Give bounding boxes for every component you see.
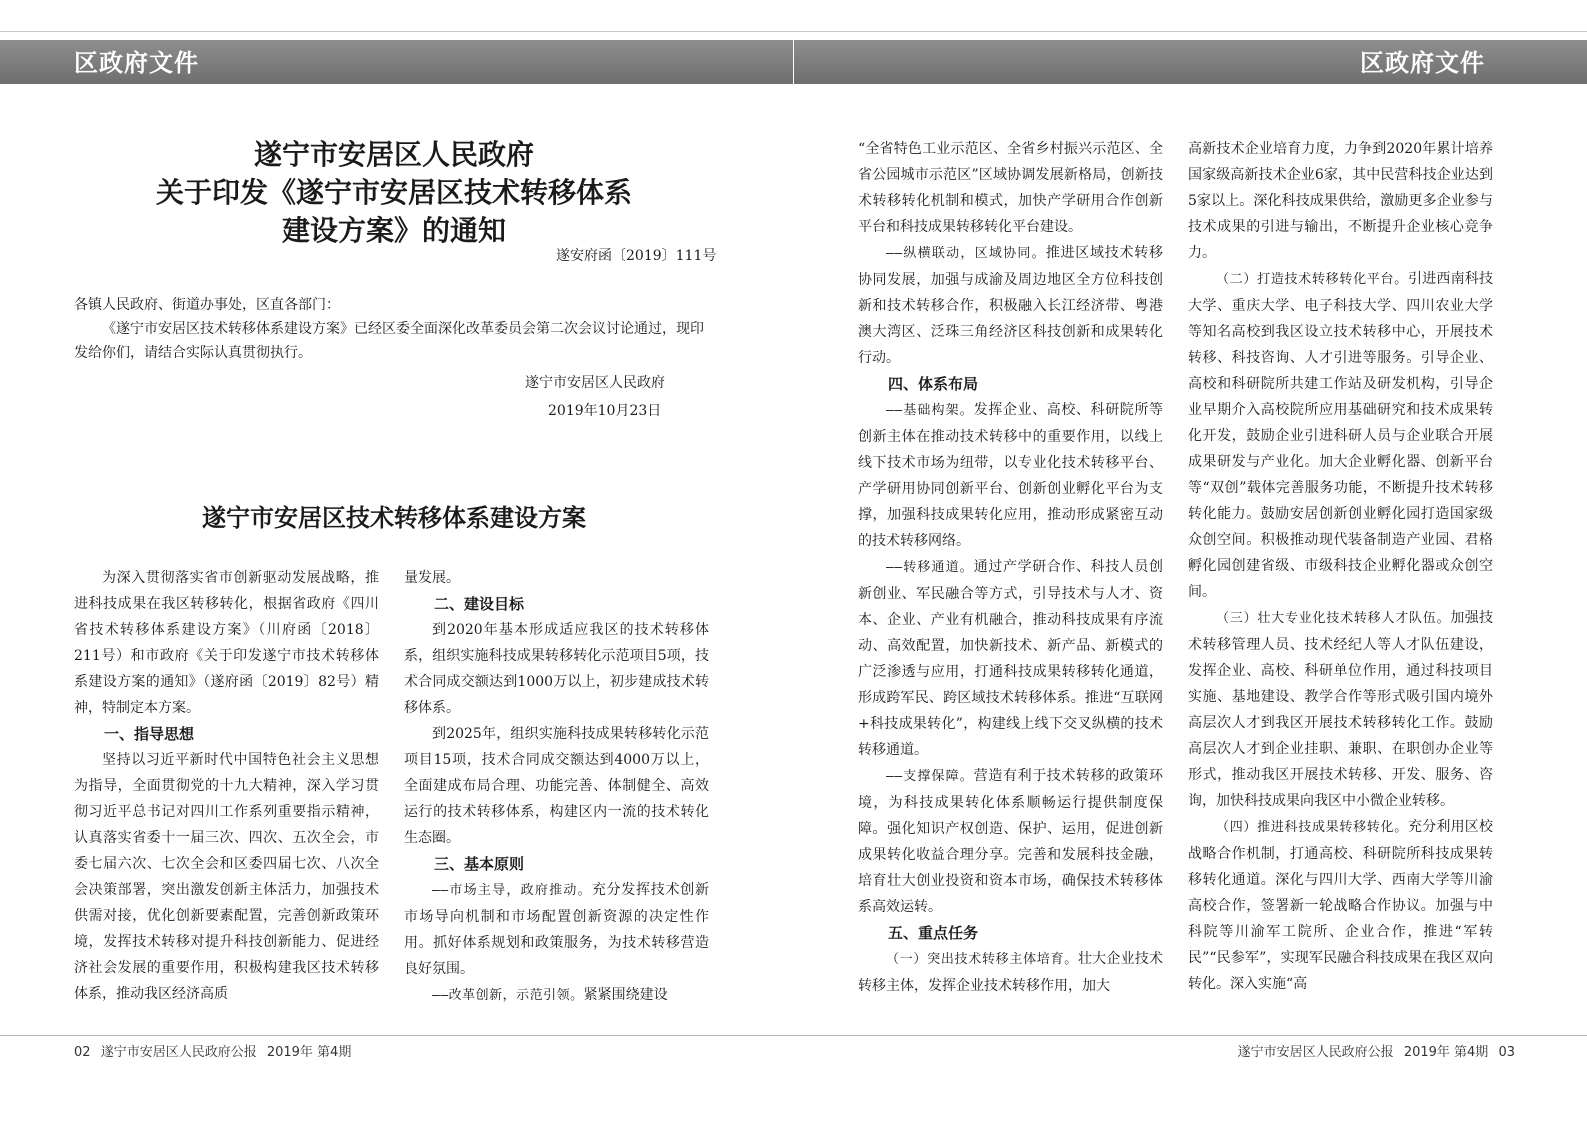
task-3-lead: （三）壮大专业化技术转移人才队伍。: [1216, 611, 1451, 626]
notice-title-line-3: 建设方案》的通知: [281, 214, 506, 247]
right-footer: [1238, 1041, 1515, 1060]
right-section-label: 区政府文件: [1360, 49, 1485, 77]
section-heading-5: 五、重点任务: [888, 924, 979, 942]
text-column-1: [74, 565, 379, 1007]
layout-1: [858, 397, 1163, 554]
right-issue: 2019年 第4期: [1403, 1045, 1489, 1060]
right-publication-name: 遂宁市安居区人民政府公报: [1237, 1045, 1394, 1060]
principle-1-lead: ——市场主导，政府推动。: [432, 883, 592, 898]
notice-issuer: 遂宁市安居区人民政府: [525, 375, 665, 391]
right-page-banner: [794, 40, 1587, 84]
notice-paragraph: 《遂宁市安居区技术转移体系建设方案》已经区委全面深化改革委员会第二次会议讨论通过，现印发给你们，请结合实际认真贯彻执行。: [74, 321, 704, 361]
layout-3-text: 营造有利于技术转移的政策环境，为科技成果转化体系顺畅运行提供制度保障。强化知识产权创造、保护、运用，促进创新成果转化收益合理分享。完善和发展科技金融，培育壮大创业投资和资本市场，确保技术转移体系高效运转。: [858, 768, 1164, 915]
plan-title: 遂宁市安居区技术转移体系建设方案: [202, 504, 586, 532]
section-heading-3: 三、基本原则: [434, 855, 525, 873]
task-1-continued: 高新技术企业培育力度，力争到2020年累计培养国家级高新技术企业6家，其中民营科技企业达到5家以上。深化科技成果供给，激励更多企业参与技术成果的引进与输出，不断提升企业核心竞争力。: [1188, 141, 1493, 261]
section-heading-2: 二、建设目标: [434, 595, 525, 613]
right-page-number: 03: [1498, 1045, 1515, 1060]
text-column-3: [858, 136, 1163, 999]
document-number: 遂安府函〔2019〕111号: [556, 248, 717, 264]
notice-title-line-2: 关于印发《遂宁市安居区技术转移体系: [155, 176, 632, 209]
task-4-text: 充分利用区校战略合作机制，打通高校、科研院所科技成果转移转化通道。深化与四川大学、西南大学等川渝高校合作，签署新一轮战略合作协议。加强与中科院等川渝军工院所、企业合作，推进“军转民”“民参军”，实现军民融合科技成果在我区双向转化。深入实施“高: [1188, 819, 1493, 992]
layout-1-text: 发挥企业、高校、科研院所等创新主体在推动技术转移中的重要作用，以线上线下技术市场为纽带，以专业化技术转移平台、产学研用协同创新平台、创新创业孵化平台为支撑，加强科技成果转化应用，推动形成紧密互动的技术转移网络。: [858, 402, 1164, 549]
layout-2-lead: ——转移通道。: [886, 560, 974, 575]
notice-title: [74, 136, 714, 250]
task-2-lead: （二）打造技术转移转化平台。: [1216, 272, 1408, 287]
bottom-rule: [0, 1035, 1587, 1036]
principle-2-continued: “全省特色工业示范区、全省乡村振兴示范区、全省公园城市示范区”区域协调发展新格局，创新技术转移转化机制和模式，加快产学研用合作创新平台和科技成果转移转化平台建设。: [858, 141, 1163, 235]
left-publication-name: 遂宁市安居区人民政府公报: [100, 1045, 257, 1060]
task-4: [1188, 814, 1493, 997]
task-2-text: 引进西南科技大学、重庆大学、电子科技大学、四川农业大学等知名高校到我区设立技术转移中心，开展技术转移、科技咨询、人才引进等服务。引导企业、高校和科研院所共建工作站及研发机构，引导企业早期介入高校院所应用基础研究和技术成果转化开发，鼓励企业引进科研人员与企业联合开展成果研发与产业化。加大企业孵化器、创新平台等“双创”载体完善服务功能，不断提升技术转移转化能力。鼓励安居创新创业孵化园打造国家级众创空间。积极推动现代装备制造产业园、君格孵化园创建省级、市级科技企业孵化器或众创空间。: [1188, 271, 1493, 600]
principle-2: [404, 982, 709, 1009]
notice-body: [74, 293, 714, 365]
task-4-lead: （四）推进科技成果转移转化。: [1216, 820, 1408, 835]
layout-2: [858, 554, 1163, 763]
section-2-paragraph-1: 到2020年基本形成适应我区的技术转移体系，组织实施科技成果转移转化示范项目5项，技术合同成交额达到1000万以上，初步建成技术转移体系。: [404, 622, 709, 716]
task-3-text: 加强技术转移管理人员、技术经纪人等人才队伍建设，发挥企业、高校、科研单位作用，通过科技项目实施、基地建设、教学合作等形式吸引国内境外高层次人才到我区开展技术转移转化工作。鼓励高层次人才到企业挂职、兼职、在职创办企业等形式，推动我区开展技术转移、开发、服务、咨询，加快科技成果向我区中小微企业转移。: [1188, 610, 1493, 809]
principle-2-lead: ——改革创新，示范引领。: [432, 988, 584, 1003]
layout-3: [858, 763, 1163, 920]
principle-3: [858, 240, 1163, 371]
top-rule: [0, 31, 1587, 32]
layout-1-lead: ——基础构架。: [886, 403, 974, 418]
notice-title-line-1: 遂宁市安居区人民政府: [253, 138, 534, 171]
task-3: [1188, 605, 1493, 814]
left-page-number: 02: [74, 1045, 91, 1060]
task-1: [858, 946, 1163, 999]
notice-salutation: 各镇人民政府、街道办事处，区直各部门：: [74, 297, 340, 313]
plan-intro: 为深入贯彻落实省市创新驱动发展战略，推进科技成果在我区转移转化，根据省政府《四川省技术转移体系建设方案》（川府函〔2018〕211号）和市政府《关于印发遂宁市技术转移体系建设方案的通知》（遂府函〔2019〕82号）精神，特制定本方案。: [74, 570, 379, 716]
section-1-continued: 量发展。: [404, 570, 460, 586]
task-1-lead: （一）突出技术转移主体培育。: [886, 952, 1078, 967]
principle-1: [404, 877, 709, 982]
notice-date: 2019年10月23日: [548, 403, 662, 419]
task-1-text: 壮大企业技术转移主体，发挥企业技术转移作用，加大: [858, 951, 1163, 994]
section-heading-4: 四、体系布局: [888, 375, 979, 393]
left-issue: 2019年 第4期: [266, 1045, 352, 1060]
left-footer: [74, 1041, 351, 1060]
section-2-paragraph-2: 到2025年，组织实施科技成果转移转化示范项目15项，技术合同成交额达到4000万以上，全面建成布局合理、功能完善、体制健全、高效运行的技术转移体系，构建区内一流的技术转化生态圈。: [404, 726, 709, 846]
layout-3-lead: ——支撑保障。: [886, 769, 974, 784]
layout-2-text: 通过产学研合作、科技人员创新创业、军民融合等方式，引导技术与人才、资本、企业、产业有机融合，推动科技成果有序流动、高效配置，加快新技术、新产品、新模式的广泛渗透与应用，打通科技成果转移转化通道，形成跨军民、跨区域技术转移体系。推进“互联网+科技成果转化”，构建线上线下交叉纵横的技术转移通道。: [858, 559, 1164, 758]
principle-2-text: 紧紧围绕建设: [583, 987, 668, 1003]
section-heading-1: 一、指导思想: [104, 725, 195, 743]
left-section-label: 区政府文件: [74, 49, 199, 77]
section-1-body: 坚持以习近平新时代中国特色社会主义思想为指导，全面贯彻党的十九大精神，深入学习贯彻习近平总书记对四川工作系列重要指示精神，认真落实省委十一届三次、四次、五次全会，市委七届六次、七次全会和区委四届七次、八次全会决策部署，突出激发创新主体活力，加强技术供需对接，优化创新要素配置，完善创新政策环境，发挥技术转移对提升科技创新能力、促进经济社会发展的重要作用，积极构建我区技术转移体系，推动我区经济高质: [74, 752, 379, 1002]
text-column-2: [404, 565, 709, 1009]
principle-1-text: 充分发挥技术创新市场导向机制和市场配置创新资源的决定性作用。抓好体系规划和政策服务，为技术转移营造良好氛围。: [404, 882, 710, 977]
principle-3-lead: ——纵横联动，区域协同。: [886, 246, 1046, 261]
text-column-4: [1188, 136, 1493, 997]
principle-3-text: 推进区域技术转移协同发展，加强与成渝及周边地区全方位科技创新和技术转移合作，积极融入长江经济带、粤港澳大湾区、泛珠三角经济区科技创新和成果转化行动。: [858, 245, 1164, 366]
left-page-banner: [0, 40, 793, 84]
task-2: [1188, 266, 1493, 605]
